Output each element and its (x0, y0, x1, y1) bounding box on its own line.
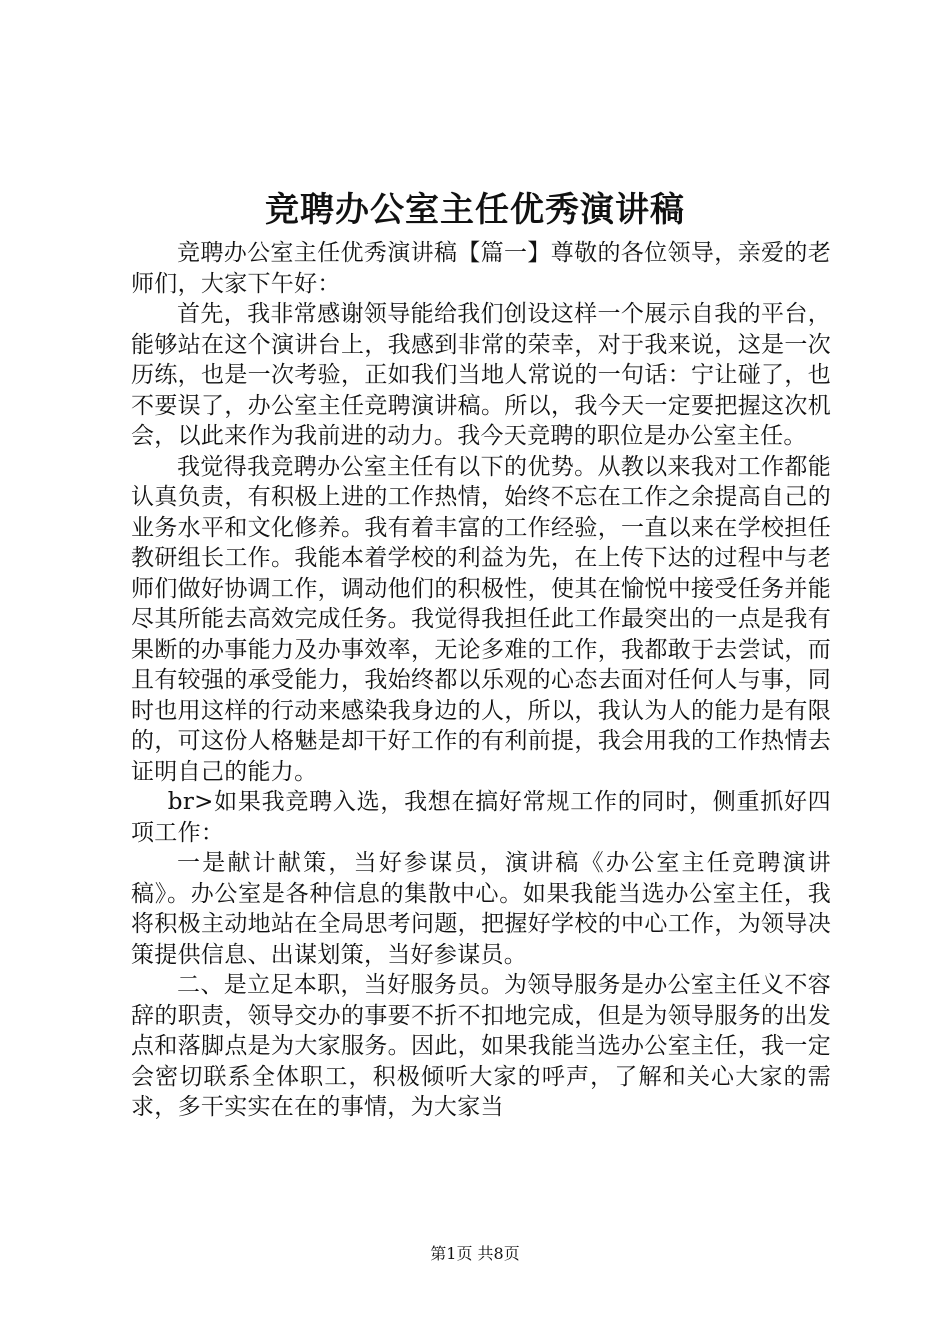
paragraph-opening: 首先，我非常感谢领导能给我们创设这样一个展示自我的平台，能够站在这个演讲台上，我感到非常的荣幸，对于我来说，这是一次历练，也是一次考验，正如我们当地人常说的一句话：宁让碰了，也不要误了，办公室主任竞聘演讲稿。所以，我今天一定要把握这次机会，以此来作为我前进的动力。我今天竞聘的职位是办公室主任。 (131, 301, 831, 449)
paragraph-plan-one: 一是献计献策，当好参谋员，演讲稿《办公室主任竞聘演讲稿》。办公室是各种信息的集散中心。如果我能当选办公室主任，我将积极主动地站在全局思考问题，把握好学校的中心工作，为领导决策提供信息、出谋划策，当好参谋员。 (131, 850, 831, 968)
page-number-footer: 第1页 共8页 (430, 1244, 520, 1263)
paragraph-advantages: 我觉得我竞聘办公室主任有以下的优势。从教以来我对工作都能认真负责，有积极上进的工作热情，始终不忘在工作之余提高自己的业务水平和文化修养。我有着丰富的工作经验，一直以来在学校担任教研组长工作。我能本着学校的利益为先，在上传下达的过程中与老师们做好协调工作，调动他们的积极性，使其在愉悦中接受任务并能尽其所能去高效完成任务。我觉得我担任此工作最突出的一点是我有果断的办事能力及办事效率，无论多难的工作，我都敢于去尝试，而且有较强的承受能力，我始终都以乐观的心态去面对任何人与事，同时也用这样的行动来感染我身边的人，所以，我认为人的能力是有限的，可这份人格魅是却干好工作的有利前提，我会用我的工作热情去证明自己的能力。 (131, 453, 831, 785)
document-title: 竞聘办公室主任优秀演讲稿 (265, 190, 685, 230)
paragraph-plan-two: 二、是立足本职，当好服务员。为领导服务是办公室主任义不容辞的职责，领导交办的事要不折不扣地完成，但是为领导服务的出发点和落脚点是为大家服务。因此，如果我能当选办公室主任，我一定会密切联系全体职工，积极倾听大家的呼声，了解和关心大家的需求，多干实实在在的事情，为大家当 (131, 972, 831, 1120)
paragraph-intro: 竞聘办公室主任优秀演讲稿【篇一】尊敬的各位领导，亲爱的老师们，大家下午好： (131, 240, 831, 297)
document-body (131, 238, 831, 1123)
paragraph-plans: br>如果我竞聘入选，我想在搞好常规工作的同时，侧重抓好四项工作： (131, 789, 831, 846)
